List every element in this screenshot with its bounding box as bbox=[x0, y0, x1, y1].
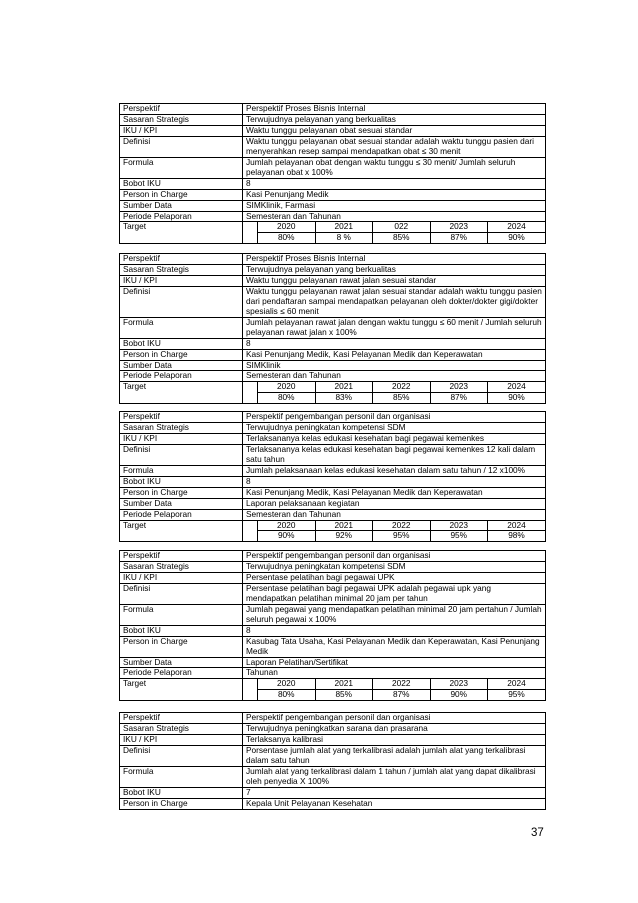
row-value: Terwujudnya peningkatan kompetensi SDM bbox=[243, 422, 546, 433]
row-definisi bbox=[120, 444, 546, 465]
row-label: Bobot IKU bbox=[120, 178, 243, 189]
row-label: Formula bbox=[120, 157, 243, 178]
row-sasaran bbox=[120, 264, 546, 275]
row-label: Formula bbox=[120, 317, 243, 338]
row-label: Definisi bbox=[120, 136, 243, 157]
row-value: Semesteran dan Tahunan bbox=[243, 371, 546, 382]
row-pic bbox=[120, 798, 546, 809]
row-value: Perspektif Proses Bisnis Internal bbox=[243, 254, 546, 265]
year-cell: 2020 bbox=[258, 521, 316, 531]
row-definisi bbox=[120, 745, 546, 766]
row-perspektif bbox=[120, 254, 546, 265]
year-cell: 2021 bbox=[315, 679, 373, 689]
row-label: Sumber Data bbox=[120, 200, 243, 211]
row-value: Kasi Penunjang Medik, Kasi Pelayanan Medik dan Keperawatan bbox=[243, 349, 546, 360]
row-label: Periode Pelaporan bbox=[120, 668, 243, 679]
targets-row bbox=[258, 690, 546, 700]
row-label: Periode Pelaporan bbox=[120, 371, 243, 382]
row-periode bbox=[120, 509, 546, 520]
year-cell: 2023 bbox=[430, 679, 488, 689]
target-value: 85% bbox=[315, 690, 373, 700]
row-value: Perspektif pengembangan personil dan organisasi bbox=[243, 713, 546, 724]
row-label: Perspektif bbox=[120, 104, 243, 115]
row-perspektif bbox=[120, 104, 546, 115]
row-sasaran bbox=[120, 561, 546, 572]
row-sasaran bbox=[120, 114, 546, 125]
years-row bbox=[258, 521, 546, 531]
row-pic bbox=[120, 487, 546, 498]
target-value: 98% bbox=[488, 531, 546, 541]
year-cell: 2020 bbox=[258, 382, 316, 392]
target-cell bbox=[243, 679, 546, 701]
row-value: Terwujudnya pelayanan yang berkualitas bbox=[243, 264, 546, 275]
row-label: Bobot IKU bbox=[120, 338, 243, 349]
row-sumber bbox=[120, 360, 546, 371]
row-label: IKU / KPI bbox=[120, 433, 243, 444]
years-row bbox=[258, 382, 546, 392]
row-value: 8 bbox=[243, 178, 546, 189]
kpi-table-3 bbox=[119, 411, 546, 542]
row-value: Kasi Penunjang Medik bbox=[243, 189, 546, 200]
row-bobot bbox=[120, 338, 546, 349]
row-label: Sasaran Strategis bbox=[120, 561, 243, 572]
row-formula bbox=[120, 766, 546, 787]
row-value: 8 bbox=[243, 625, 546, 636]
kpi-table-5 bbox=[119, 712, 546, 810]
row-label: Definisi bbox=[120, 444, 243, 465]
row-value: 8 bbox=[243, 338, 546, 349]
kpi-table-1 bbox=[119, 103, 546, 244]
years-row bbox=[258, 679, 546, 689]
target-value: 80% bbox=[258, 233, 316, 243]
target-value: 92% bbox=[315, 531, 373, 541]
row-target bbox=[120, 382, 546, 404]
row-pic bbox=[120, 189, 546, 200]
row-label: Sasaran Strategis bbox=[120, 723, 243, 734]
row-value: Terwujudnya pelayanan yang berkualitas bbox=[243, 114, 546, 125]
row-formula bbox=[120, 317, 546, 338]
target-grid bbox=[257, 222, 545, 243]
row-sasaran bbox=[120, 723, 546, 734]
row-value: Jumlah alat yang terkalibrasi dalam 1 tahun / jumlah alat yang dapat dikalibrasi oleh penyedia X 100% bbox=[243, 766, 546, 787]
target-value: 87% bbox=[430, 393, 488, 403]
row-target bbox=[120, 520, 546, 542]
row-value: Laporan pelaksanaan kegiatan bbox=[243, 498, 546, 509]
row-value: Persentase pelatihan bagi pegawai UPK bbox=[243, 572, 546, 583]
row-label: Perspektif bbox=[120, 412, 243, 423]
row-definisi bbox=[120, 136, 546, 157]
target-value: 95% bbox=[488, 690, 546, 700]
year-cell: 2023 bbox=[430, 222, 488, 232]
row-label: Sumber Data bbox=[120, 360, 243, 371]
row-label: Perspektif bbox=[120, 713, 243, 724]
row-periode bbox=[120, 211, 546, 222]
row-pic bbox=[120, 636, 546, 657]
row-label: IKU / KPI bbox=[120, 572, 243, 583]
years-row bbox=[258, 222, 546, 232]
row-perspektif bbox=[120, 551, 546, 562]
row-value: 8 bbox=[243, 476, 546, 487]
row-value: Jumlah pelaksanaan kelas edukasi kesehatan dalam satu tahun / 12 x100% bbox=[243, 465, 546, 476]
row-definisi bbox=[120, 583, 546, 604]
row-sumber bbox=[120, 200, 546, 211]
row-value: Persentase pelatihan bagi pegawai UPK adalah pegawai upk yang mendapatkan pelatihan minimal 20 jam per tahun bbox=[243, 583, 546, 604]
target-value: 95% bbox=[373, 531, 431, 541]
row-label: Perspektif bbox=[120, 254, 243, 265]
year-cell: 2022 bbox=[373, 679, 431, 689]
target-value: 80% bbox=[258, 690, 316, 700]
target-value: 85% bbox=[373, 393, 431, 403]
row-value: Porsentase jumlah alat yang terkalibrasi adalah jumlah alat yang terkalibrasi dalam satu tahun bbox=[243, 745, 546, 766]
year-cell: 2024 bbox=[488, 521, 546, 531]
row-bobot bbox=[120, 178, 546, 189]
kpi-table-4 bbox=[119, 550, 546, 701]
target-cell bbox=[243, 222, 546, 244]
row-label: Bobot IKU bbox=[120, 476, 243, 487]
row-bobot bbox=[120, 476, 546, 487]
row-pic bbox=[120, 349, 546, 360]
year-cell: 2022 bbox=[373, 382, 431, 392]
row-label: Person in Charge bbox=[120, 798, 243, 809]
row-value: Semesteran dan Tahunan bbox=[243, 211, 546, 222]
row-value: Terlaksananya kelas edukasi kesehatan bagi pegawai kemenkes bbox=[243, 433, 546, 444]
year-cell: 2023 bbox=[430, 382, 488, 392]
row-value: SIMKlinik, Farmasi bbox=[243, 200, 546, 211]
row-periode bbox=[120, 371, 546, 382]
page-number: 37 bbox=[531, 827, 544, 839]
targets-row bbox=[258, 393, 546, 403]
row-label: IKU / KPI bbox=[120, 275, 243, 286]
target-value: 83% bbox=[315, 393, 373, 403]
row-iku bbox=[120, 734, 546, 745]
row-value: Terlaksananya kelas edukasi kesehatan bagi pegawai kemenkes 12 kali dalam satu tahun bbox=[243, 444, 546, 465]
row-label: Definisi bbox=[120, 286, 243, 317]
target-value: 85% bbox=[373, 233, 431, 243]
row-label: Sasaran Strategis bbox=[120, 422, 243, 433]
row-formula bbox=[120, 465, 546, 476]
row-formula bbox=[120, 157, 546, 178]
row-label: Bobot IKU bbox=[120, 787, 243, 798]
row-iku bbox=[120, 125, 546, 136]
year-cell: 2021 bbox=[315, 382, 373, 392]
row-label: Formula bbox=[120, 766, 243, 787]
target-grid bbox=[257, 679, 545, 700]
row-iku bbox=[120, 275, 546, 286]
row-value: Waktu tunggu pelayanan obat sesuai standar bbox=[243, 125, 546, 136]
targets-row bbox=[258, 531, 546, 541]
row-label: IKU / KPI bbox=[120, 734, 243, 745]
year-cell: 2024 bbox=[488, 382, 546, 392]
year-cell: 2021 bbox=[315, 521, 373, 531]
row-value: Waktu tunggu pelayanan obat sesuai standar adalah waktu tunggu pasien dari menyerahkan resep sampai mendapatkan obat ≤ 30 menit bbox=[243, 136, 546, 157]
target-cell bbox=[243, 382, 546, 404]
target-value: 8 % bbox=[315, 233, 373, 243]
row-label: Periode Pelaporan bbox=[120, 509, 243, 520]
row-label: Formula bbox=[120, 604, 243, 625]
row-periode bbox=[120, 668, 546, 679]
row-label: Person in Charge bbox=[120, 189, 243, 200]
row-sumber bbox=[120, 498, 546, 509]
target-value: 87% bbox=[373, 690, 431, 700]
row-label: Person in Charge bbox=[120, 487, 243, 498]
target-grid bbox=[257, 521, 545, 542]
row-value: Terlaksanya kalibrasi bbox=[243, 734, 546, 745]
target-grid bbox=[257, 382, 545, 403]
row-label: Sumber Data bbox=[120, 657, 243, 668]
row-label: Periode Pelaporan bbox=[120, 211, 243, 222]
row-definisi bbox=[120, 286, 546, 317]
row-bobot bbox=[120, 625, 546, 636]
target-value: 95% bbox=[430, 531, 488, 541]
target-value: 90% bbox=[430, 690, 488, 700]
row-label: Target bbox=[120, 382, 243, 404]
row-value: Jumlah pelayanan obat dengan waktu tunggu ≤ 30 menit/ Jumlah seluruh pelayanan obat x 100% bbox=[243, 157, 546, 178]
row-perspektif bbox=[120, 713, 546, 724]
row-value: Laporan Pelatihan/Sertifikat bbox=[243, 657, 546, 668]
year-cell: 2020 bbox=[258, 222, 316, 232]
row-value: Semesteran dan Tahunan bbox=[243, 509, 546, 520]
target-value: 87% bbox=[430, 233, 488, 243]
row-perspektif bbox=[120, 412, 546, 423]
row-label: Person in Charge bbox=[120, 636, 243, 657]
target-value: 90% bbox=[258, 531, 316, 541]
row-label: Formula bbox=[120, 465, 243, 476]
row-label: IKU / KPI bbox=[120, 125, 243, 136]
row-label: Sasaran Strategis bbox=[120, 264, 243, 275]
row-value: Terwujudnya peningkatan kompetensi SDM bbox=[243, 561, 546, 572]
row-iku bbox=[120, 433, 546, 444]
row-label: Bobot IKU bbox=[120, 625, 243, 636]
row-label: Target bbox=[120, 679, 243, 701]
row-value: Perspektif Proses Bisnis Internal bbox=[243, 104, 546, 115]
row-sasaran bbox=[120, 422, 546, 433]
year-cell: 2020 bbox=[258, 679, 316, 689]
row-value: 7 bbox=[243, 787, 546, 798]
row-value: SIMKlinik bbox=[243, 360, 546, 371]
row-value: Kasi Penunjang Medik, Kasi Pelayanan Medik dan Keperawatan bbox=[243, 487, 546, 498]
target-cell bbox=[243, 520, 546, 542]
row-iku bbox=[120, 572, 546, 583]
row-value: Kasubag Tata Usaha, Kasi Pelayanan Medik dan Keperawatan, Kasi Penunjang Medik bbox=[243, 636, 546, 657]
row-label: Definisi bbox=[120, 745, 243, 766]
year-cell: 2021 bbox=[315, 222, 373, 232]
row-value: Perspektif pengembangan personil dan organisasi bbox=[243, 412, 546, 423]
row-sumber bbox=[120, 657, 546, 668]
row-value: Terwujudnya peningkatkan sarana dan prasarana bbox=[243, 723, 546, 734]
row-label: Definisi bbox=[120, 583, 243, 604]
target-value: 90% bbox=[488, 393, 546, 403]
row-value: Tahunan bbox=[243, 668, 546, 679]
row-value: Waktu tunggu pelayanan rawat jalan sesuai standar bbox=[243, 275, 546, 286]
target-value: 80% bbox=[258, 393, 316, 403]
row-value: Waktu tunggu pelayanan rawat jalan sesuai standar adalah waktu tunggu pasien dari pendaftaran sampai mendapatkan pelayanan oleh dokter/dokter gigi/dokter spesialis ≤ 60 menit bbox=[243, 286, 546, 317]
row-label: Person in Charge bbox=[120, 349, 243, 360]
row-target bbox=[120, 679, 546, 701]
row-label: Sumber Data bbox=[120, 498, 243, 509]
row-label: Perspektif bbox=[120, 551, 243, 562]
row-value: Kepala Unit Pelayanan Kesehatan bbox=[243, 798, 546, 809]
year-cell: 2023 bbox=[430, 521, 488, 531]
year-cell: 2022 bbox=[373, 521, 431, 531]
row-label: Target bbox=[120, 520, 243, 542]
row-value: Jumlah pegawai yang mendapatkan pelatihan minimal 20 jam pertahun / Jumlah seluruh pegawai x 100% bbox=[243, 604, 546, 625]
row-target bbox=[120, 222, 546, 244]
year-cell: 2024 bbox=[488, 222, 546, 232]
target-value: 90% bbox=[488, 233, 546, 243]
year-cell: 022 bbox=[373, 222, 431, 232]
row-value: Perspektif pengembangan personil dan organisasi bbox=[243, 551, 546, 562]
row-label: Target bbox=[120, 222, 243, 244]
row-value: Jumlah pelayanan rawat jalan dengan waktu tunggu ≤ 60 menit / Jumlah seluruh pelayanan rawat jalan x 100% bbox=[243, 317, 546, 338]
kpi-table-2 bbox=[119, 253, 546, 404]
row-label: Sasaran Strategis bbox=[120, 114, 243, 125]
row-formula bbox=[120, 604, 546, 625]
year-cell: 2024 bbox=[488, 679, 546, 689]
row-bobot bbox=[120, 787, 546, 798]
targets-row bbox=[258, 233, 546, 243]
